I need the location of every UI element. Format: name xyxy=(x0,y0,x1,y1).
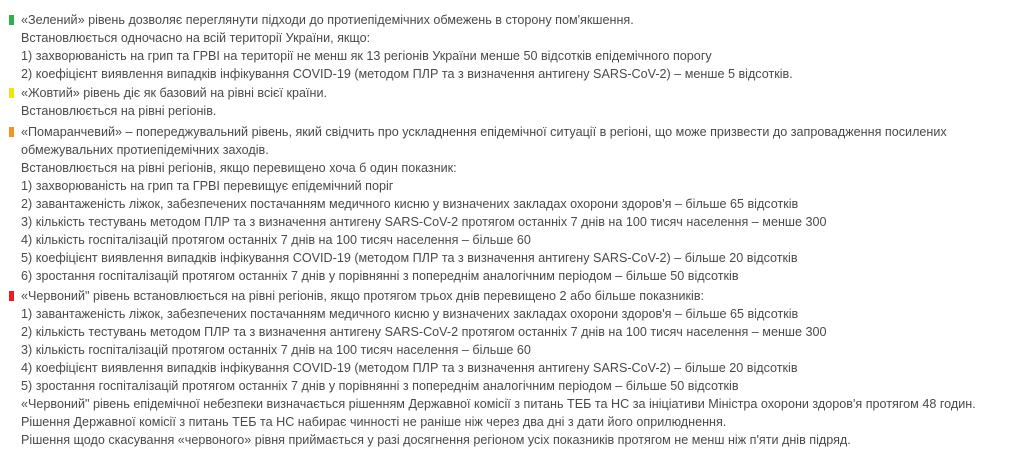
orange-level-block xyxy=(9,123,1014,285)
red-level-marker xyxy=(9,291,14,301)
yellow-level-heading: «Жовтий» рівень діє як базовий на рівні всієї країни. xyxy=(21,86,327,100)
green-level-block xyxy=(9,11,1014,83)
green-level-marker xyxy=(9,15,14,25)
red-level-item: 4) коефіцієнт виявлення випадків інфікування COVID-19 (методом ПЛР та з визначення антигену SARS-CoV-2) – більше 20 відсотків xyxy=(21,361,798,375)
orange-level-item: 6) зростання госпіталізацій протягом останніх 7 днів у порівнянні з попереднім аналогічним періодом – більше 50 відсотків xyxy=(21,269,739,283)
yellow-level-condition: Встановлюється на рівні регіонів. xyxy=(21,104,217,118)
green-level-item: 1) захворюваність на грип та ГРВІ на території не менш як 13 регіонів України менше 50 відсотків епідемічного порогу xyxy=(21,49,712,63)
yellow-level-text xyxy=(21,84,1014,120)
green-level-text xyxy=(21,11,1014,83)
yellow-level-block xyxy=(9,84,1014,120)
orange-level-item: 5) коефіцієнт виявлення випадків інфікування COVID-19 (методом ПЛР та з визначення антигену SARS-CoV-2) – більше 20 відсотків xyxy=(21,251,798,265)
red-level-effective-date: Рішення Державної комісії з питань ТЕБ та НС набирає чинності не раніше ніж через два дні з дати його оприлюднення. xyxy=(21,415,727,429)
orange-level-item: 3) кількість тестувань методом ПЛР та з визначення антигену SARS-CoV-2 протягом останніх 7 днів на 100 тисяч населення – менше 300 xyxy=(21,215,827,229)
red-level-cancellation: Рішення щодо скасування «червоного» рівня приймається у разі досягнення регіоном усіх показників протягом не менш ніж п'яти днів підряд. xyxy=(21,433,851,447)
orange-level-text xyxy=(21,123,1014,285)
red-level-block xyxy=(9,287,1014,449)
orange-level-item: 4) кількість госпіталізацій протягом останніх 7 днів на 100 тисяч населення – більше 60 xyxy=(21,233,531,247)
orange-level-heading: «Помаранчевий» – попереджувальний рівень, який свідчить про ускладнення епідемічної ситуації в регіоні, що може призвести до запровадження посилених обмежувальних протиепідемічних заходів. xyxy=(21,125,947,157)
orange-level-item: 2) завантаженість ліжок, забезпечених постачанням медичного кисню у визначених закладах охорони здоров'я – більше 65 відсотків xyxy=(21,197,799,211)
orange-level-condition: Встановлюється на рівні регіонів, якщо перевищено хоча б один показник: xyxy=(21,161,457,175)
orange-level-marker xyxy=(9,127,14,137)
red-level-heading: «Червоний" рівень встановлюється на рівні регіонів, якщо протягом трьох днів перевищено 2 або більше показників: xyxy=(21,289,705,303)
red-level-item: 3) кількість госпіталізацій протягом останніх 7 днів на 100 тисяч населення – більше 60 xyxy=(21,343,531,357)
red-level-decision: «Червоний" рівень епідемічної небезпеки визначається рішенням Державної комісії з питань ТЕБ та НС за ініціативи Міністра охорони здоров'я протягом 48 годин. xyxy=(21,397,976,411)
red-level-item: 5) зростання госпіталізацій протягом останніх 7 днів у порівнянні з попереднім аналогічним періодом – більше 50 відсотків xyxy=(21,379,739,393)
yellow-level-marker xyxy=(9,88,14,98)
red-level-text xyxy=(21,287,1014,449)
green-level-condition: Встановлюється одночасно на всій території України, якщо: xyxy=(21,31,371,45)
green-level-heading: «Зелений» рівень дозволяє переглянути підходи до протиепідемічних обмежень в сторону пом'якшення. xyxy=(21,13,634,27)
red-level-item: 1) завантаженість ліжок, забезпечених постачанням медичного кисню у визначених закладах охорони здоров'я – більше 65 відсотків xyxy=(21,307,799,321)
red-level-item: 2) кількість тестувань методом ПЛР та з визначення антигену SARS-CoV-2 протягом останніх 7 днів на 100 тисяч населення – менше 300 xyxy=(21,325,827,339)
orange-level-item: 1) захворюваність на грип та ГРВІ перевищує епідемічний поріг xyxy=(21,179,394,193)
green-level-item: 2) коефіцієнт виявлення випадків інфікування COVID-19 (методом ПЛР та з визначення антигену SARS-CoV-2) – менше 5 відсотків. xyxy=(21,67,793,81)
